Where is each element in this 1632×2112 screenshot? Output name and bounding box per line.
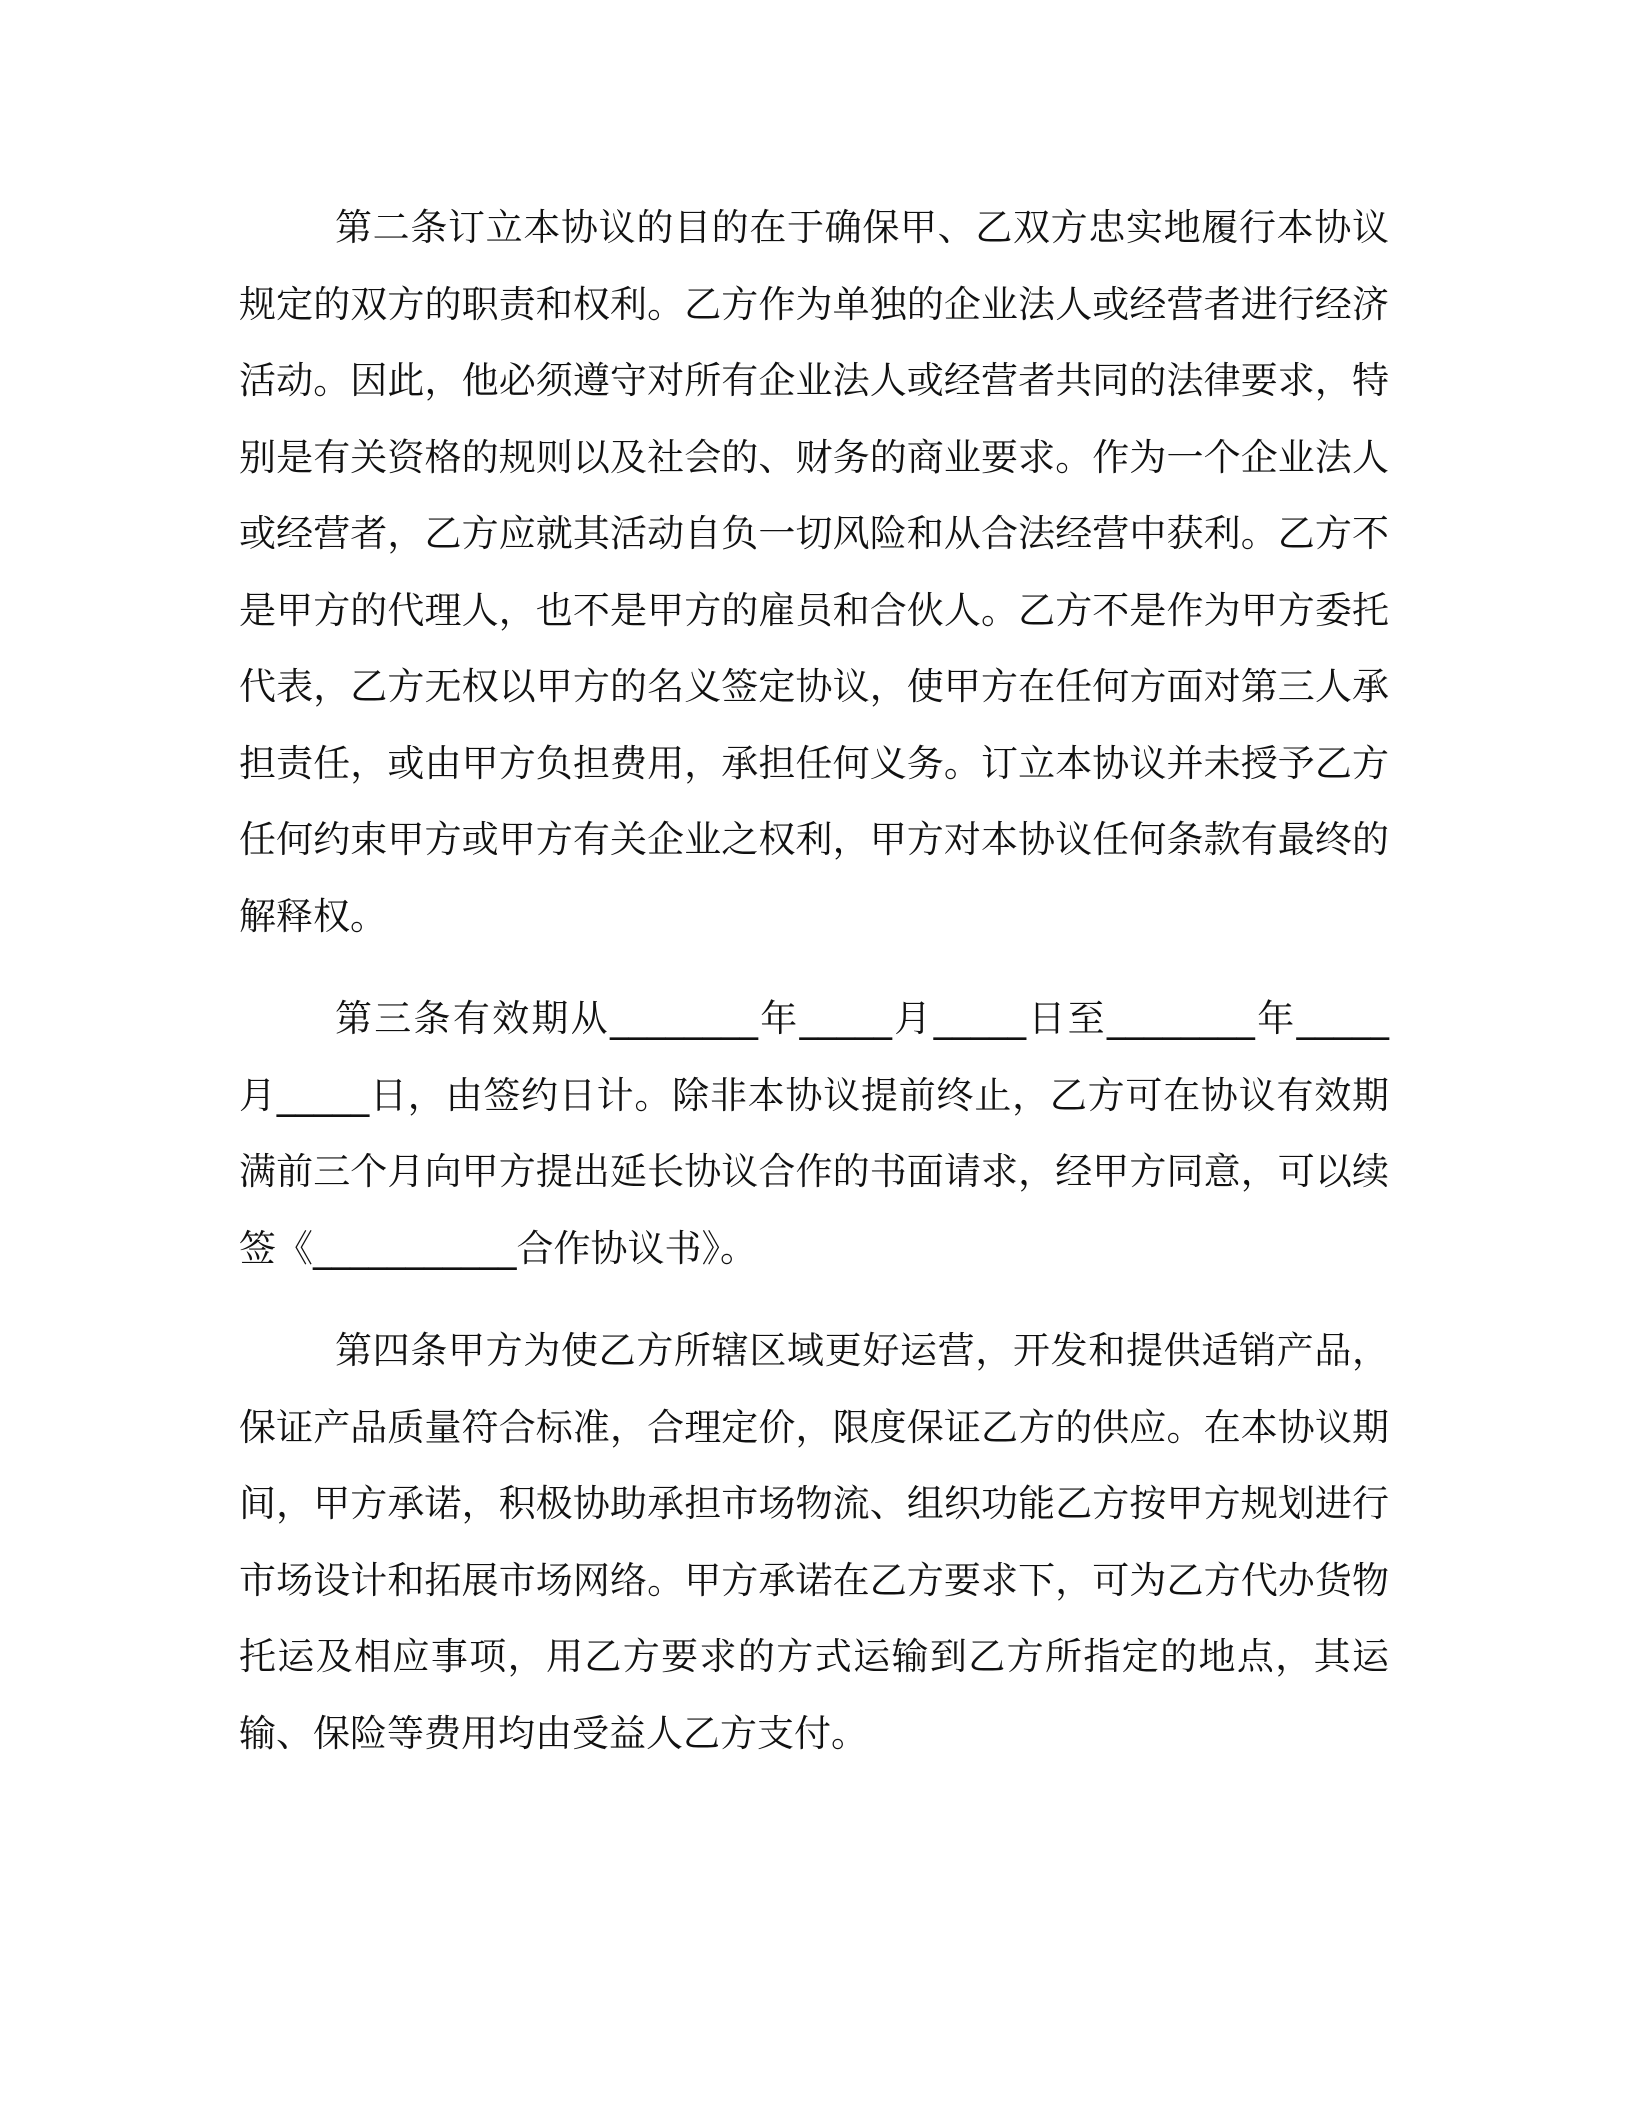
article-4-paragraph: 第四条甲方为使乙方所辖区域更好运营，开发和提供适销产品，保证产品质量符合标准，合理定价，限度保证乙方的供应。在本协议期间，甲方承诺，积极协助承担市场物流、组织功能乙方按甲方规划进行市场设计和拓展市场网络。甲方承诺在乙方要求下，可为乙方代办货物托运及相应事项，用乙方要求的方式运输到乙方所指定的地点，其运输、保险等费用均由受益人乙方支付。 <box>239 1329 1389 1755</box>
article-3-paragraph: 第三条有效期从________年_____月_____日至________年_____月_____日，由签约日计。除非本协议提前终止，乙方可在协议有效期满前三个月向甲方提出延长协议合作的书面请求，经甲方同意，可以续签《___________合作协议书》。 <box>239 997 1389 1270</box>
article-2-paragraph: 第二条订立本协议的目的在于确保甲、乙双方忠实地履行本协议规定的双方的职责和权利。乙方作为单独的企业法人或经营者进行经济活动。因此，他必须遵守对所有企业法人或经营者共同的法律要求，特别是有关资格的规则以及社会的、财务的商业要求。作为一个企业法人或经营者，乙方应就其活动自负一切风险和从合法经营中获利。乙方不是甲方的代理人，也不是甲方的雇员和合伙人。乙方不是作为甲方委托代表，乙方无权以甲方的名义签定协议，使甲方在任何方面对第三人承担责任，或由甲方负担费用，承担任何义务。订立本协议并未授予乙方任何约束甲方或甲方有关企业之权利，甲方对本协议任何条款有最终的解释权。 <box>239 206 1389 938</box>
document-body <box>239 190 1389 1772</box>
